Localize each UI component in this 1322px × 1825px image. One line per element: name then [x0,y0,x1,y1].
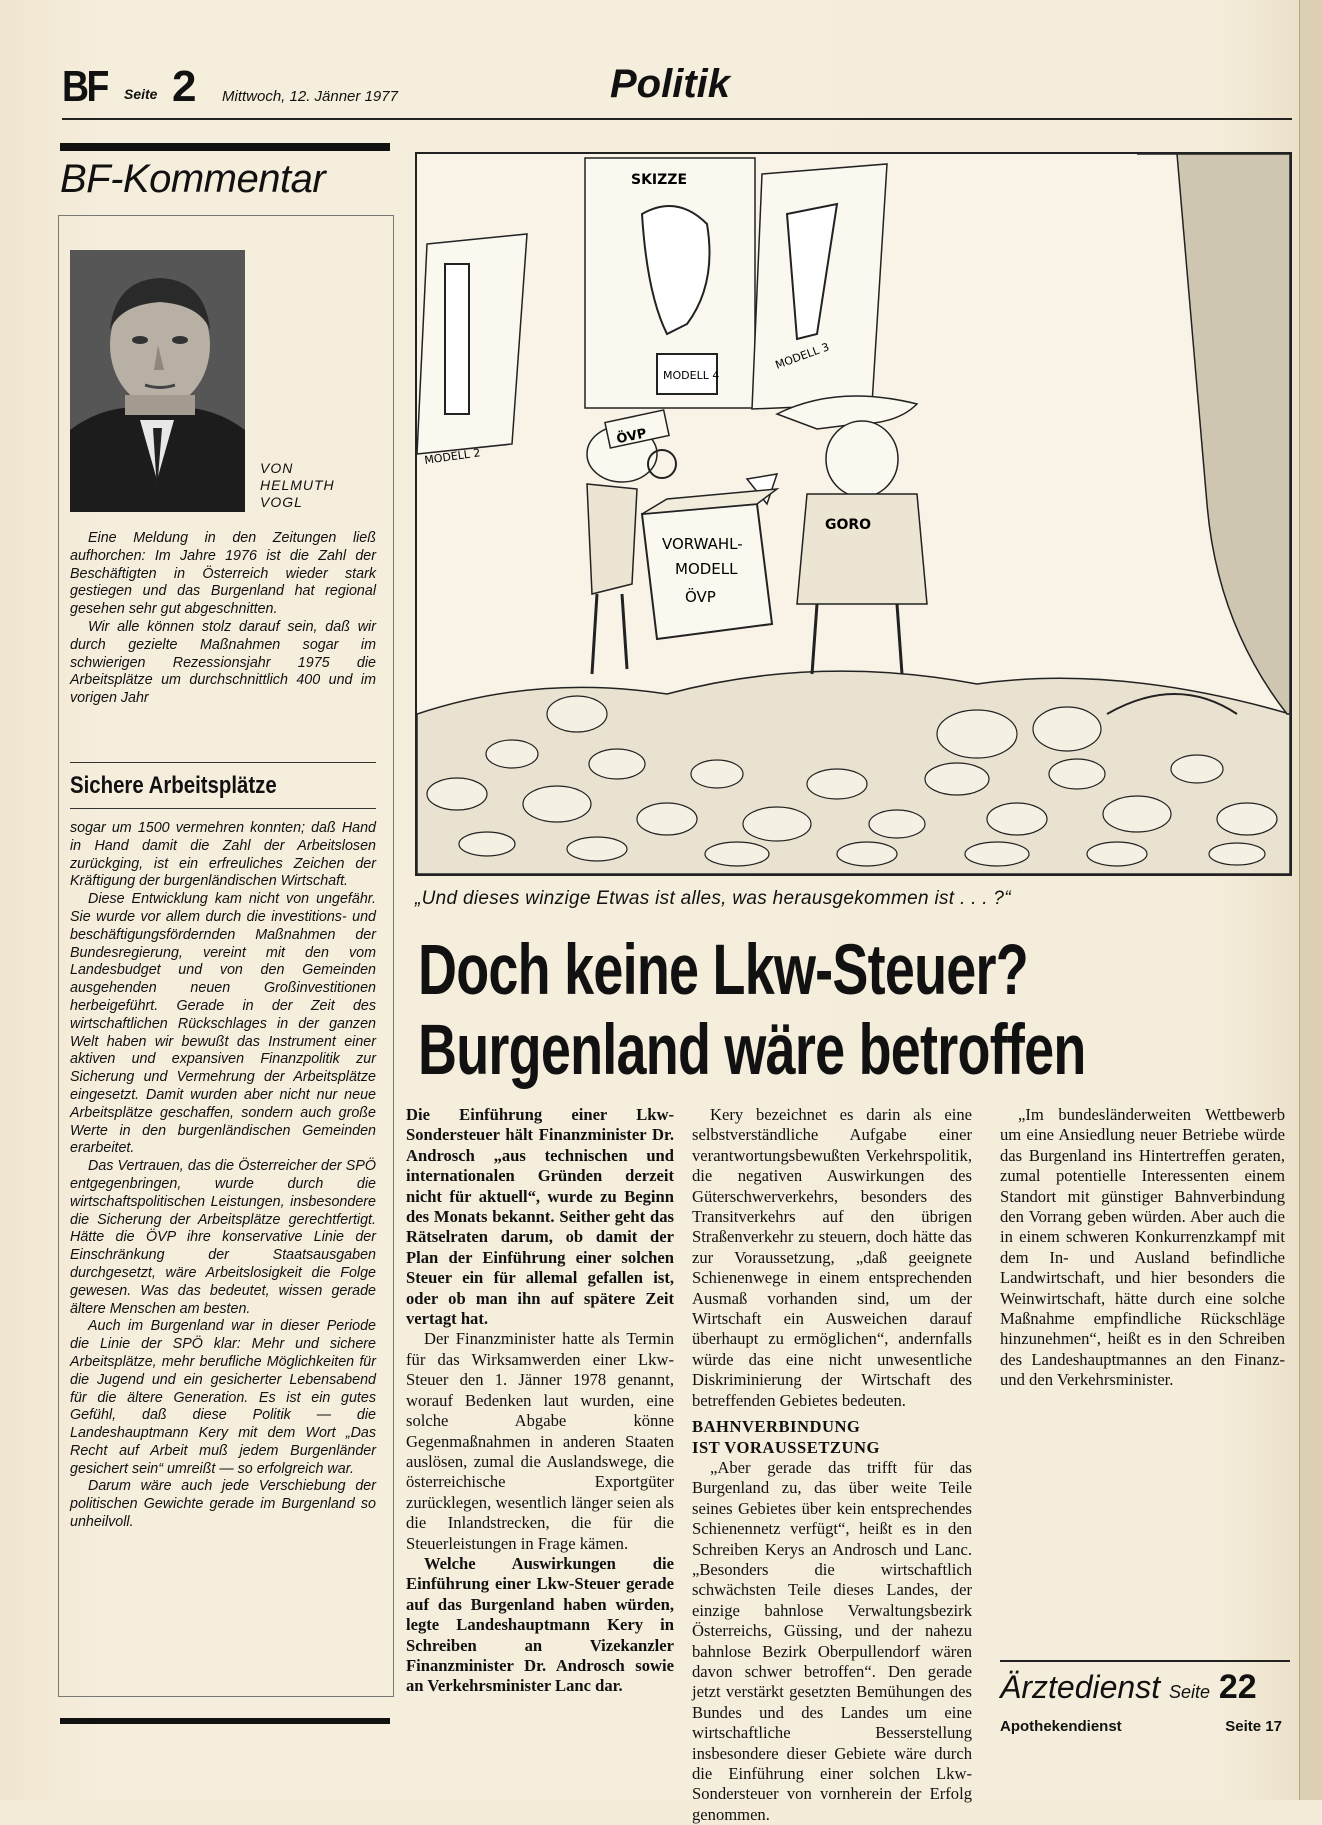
article-column-2 [692,1105,972,1825]
kommentar-text-top [70,530,376,708]
label-goro: GORO [825,517,872,533]
cartoon-drawing [417,154,1290,874]
label-skizze: SKIZZE [631,172,688,188]
headline-line-1: Doch keine Lkw-Steuer? [418,931,1028,1010]
page-header [62,58,1292,116]
article-para: „Im bundesländerweiten Wettbewerb um eine Ansiedlung neuer Betriebe würde das Burgenland ins Hintertreffen geraten, zumal potentielle Interessenten einem Standort mit günstiger Bahnverbindung den Vorrang geben würden. Aber auch die in einem schweren Konkurrenzkampf mit dem In- und Ausland befindliche Landwirtschaft, und hier besonders die Weinwirtschaft, hätte durch eine solche Maßnahme empfindliche Rückschläge hinzunehmen“, heißt es in den Schreiben des Landeshauptmannes an den Finanz- und den Verkehrsminister. [1000,1105,1285,1390]
article-lead: Die Einführung einer Lkw-Sondersteuer hält Finanzminister Dr. Androsch „aus technischen und internationalen Gründen derzeit nicht für aktuell“, wurde zu Beginn des Monats bekannt. Seither geht das Rätselraten darum, ob damit der Plan der Einführung einer solchen Steuer ein für allemal gefallen ist, oder ob man ihn auf spätere Zeit vertagt hat. [406,1105,674,1329]
footer-rule [1000,1660,1290,1662]
author-byline [260,460,335,511]
seite-label: Seite [124,86,158,102]
kommentar-para: Wir alle können stolz darauf sein, daß wir durch gezielte Maßnahmen sogar im schwierigen Rezessionsjahr 1975 die Arbeitsplätze um durchschnittlich 400 und im vorigen Jahr [70,618,376,707]
apothekendienst-box [1000,1718,1282,1735]
label-box-1: VORWAHL- [662,535,743,553]
article-column-1 [406,1105,674,1697]
kommentar-bottom-bar [60,1718,390,1724]
political-cartoon [415,152,1292,876]
page-number: 2 [172,62,197,111]
byline-firstname: HELMUTH [260,477,335,493]
cartoon-caption: „Und dieses winzige Etwas ist alles, was herausgekommen ist . . . ?“ [415,888,1011,909]
masthead-logo: BF [62,62,107,111]
label-modell4: MODELL 4 [663,369,720,382]
section-title: Politik [610,62,731,106]
kommentar-text-bottom [70,820,376,1532]
portrait-image [70,250,245,512]
arztedienst-box [1000,1668,1257,1707]
label-modell2: MODELL 2 [423,446,482,467]
label-modell3: MODELL 3 [773,340,831,372]
arztedienst-page: 22 [1218,1668,1257,1706]
byline-lastname: VOGL [260,494,303,510]
article-para: „Aber gerade das trifft für das Burgenland zu, das über weite Teile seines Gebietes über kein entsprechendes Schienennetz verfügt“, heißt es in den Schreiben Kerys an Androsch und Lanc. „Besonders die wirtschaftlich schwächsten Teile dieses Landes, der einzige bahnlose Verwaltungsbezirk Österreichs, Güssing, und der nahezu bahnlose Bezirk Oberpullendorf wären davon schwer betroffen“. Den gerade jetzt verstärkt gesetzten Bemühungen des Bundes und des Landes um eine wirtschaftliche Besserstellung insbesondere dieser Gebiete wäre durch die Einführung einer solchen Lkw-Sondersteuer von vornherein der Erfolg genommen. [692,1457,972,1824]
article-para: Der Finanzminister hatte als Termin für das Wirksamwerden einer Lkw-Steuer den 1. Jänner 1978 genannt, worauf Bedenken laut wurden, eine solche Abgabe könne Gegenmaßnahmen in anderen Staaten auslösen, zumal die Auslandswege, die österreichische Exportgüter zurücklegen, wesentlich länger seien als die Inlandstrecken, die für die Steuerleistungen in Frage kämen. [406,1329,674,1553]
subhead-rule-top [70,762,376,763]
byline-von: VON [260,460,294,476]
arztedienst-label: Ärztedienst [1000,1669,1161,1705]
kommentar-para: Darum wäre auch jede Verschiebung der politischen Gewichte gerade im Burgenland so unheilvoll. [70,1478,376,1531]
article-subhead-1: BAHNVERBINDUNG [692,1417,861,1437]
article-subhead-2: IST VORAUSSETZUNG [692,1437,880,1457]
subhead-rule-bottom [70,808,376,809]
author-photo [70,250,245,512]
article-para: Kery bezeichnet es darin als eine selbstverständliche Aufgabe einer verantwortungsbewußten Verkehrspolitik, die negativen Auswirkungen des Güterschwerverkehrs, besonders des Transitverkehrs auf den übrigen Straßenverkehr zu steuern, doch hätte das zur Voraussetzung, „daß geeignete Schienenwege in einem entsprechenden Ausmaß vorhanden sind, um der Wirtschaft ein Ausweichen darauf überhaupt zu ermöglichen“, andernfalls würde das eine nicht unwesentliche Diskriminierung der Wirtschaft des betreffenden Gebietes bedeuten. [692,1105,972,1410]
kommentar-para: Auch im Burgenland war in dieser Periode die Linie der SPÖ klar: Mehr und sichere Arbeitsplätze, mehr berufliche Möglichkeiten für die Jugend und ein gesicherter Lebensabend für die ältere Generation. Es ist ein gutes Gefühl, daß diese Politik — die Landeshauptmann Kery mit dem Wort „Das Recht auf Arbeit muß jedem Burgenländer gesichert sein“ umreißt — so erfolgreich war. [70,1318,376,1477]
apothekendienst-page: Seite 17 [1225,1718,1282,1735]
kommentar-top-bar [60,143,390,151]
kommentar-subhead: Sichere Arbeitsplätze [70,772,277,799]
label-ovp-hat: ÖVP [615,426,649,448]
issue-date: Mittwoch, 12. Jänner 1977 [222,88,398,105]
label-box-3: ÖVP [685,588,716,606]
article-para: Welche Auswirkungen die Einführung einer Lkw-Steuer gerade auf das Burgenland haben würden, legte Landeshauptmann Kery in Schreiben an Vizekanzler Finanzminister Dr. Androsch sowie an Verkehrsminister Lanc dar. [406,1553,674,1696]
kommentar-para: sogar um 1500 vermehren konnten; daß Hand in Hand damit die Zahl der Arbeitslosen zurückging, ist ein erfreuliches Zeichen der Kräftigung der burgenländischen Wirtschaft. [70,820,376,890]
apothekendienst-label: Apothekendienst [1000,1718,1122,1735]
arztedienst-seite: Seite [1168,1682,1210,1702]
kommentar-para: Das Vertrauen, das die Österreicher der SPÖ entgegenbringen, wurde durch die wirtschaftspolitischen Leistungen, insbesondere die Sicherung der Arbeitsplätze gerechtfertigt. Hätte die ÖVP ihre konservative Linie der Einschränkung der Staatsausgaben durchgesetzt, wäre Arbeitslosigkeit die Folge gewesen. Was das bedeutet, wissen gerade ältere Menschen am besten. [70,1158,376,1317]
headline-line-2: Burgenland wäre betroffen [418,1011,1086,1090]
kommentar-para: Diese Entwicklung kam nicht von ungefähr. Sie wurde vor allem durch die investitions- und beschäftigungsfördernden Maßnahmen der Bundesregierung, vereint mit den vom Landesbudget und von den Gemeinden ausgehenden neuen Großinvestitionen herbeigeführt. Gerade in der Zeit des wirtschaftlichen Rückschlages in der ganzen Welt haben wir bewußt das Instrument einer aktiven und expansiven Finanzpolitik zur Sicherung und Vermehrung der Arbeitsplätze eingesetzt. Damit wurden aber nicht nur neue Arbeitsplätze geschaffen, sondern auch große Werte in den burgenländischen Gemeinden erarbeitet. [70,891,376,1157]
page-edge [1299,0,1322,1800]
kommentar-para: Eine Meldung in den Zeitungen ließ aufhorchen: Im Jahre 1976 ist die Zahl der Beschäftigten in Österreich wieder stark gestiegen und das Burgenland hat regional gesehen sehr gut abgeschnitten. [70,530,376,618]
kommentar-title: BF-Kommentar [60,157,326,201]
header-rule [62,118,1292,120]
label-box-2: MODELL [675,560,738,578]
article-column-3 [1000,1105,1285,1391]
